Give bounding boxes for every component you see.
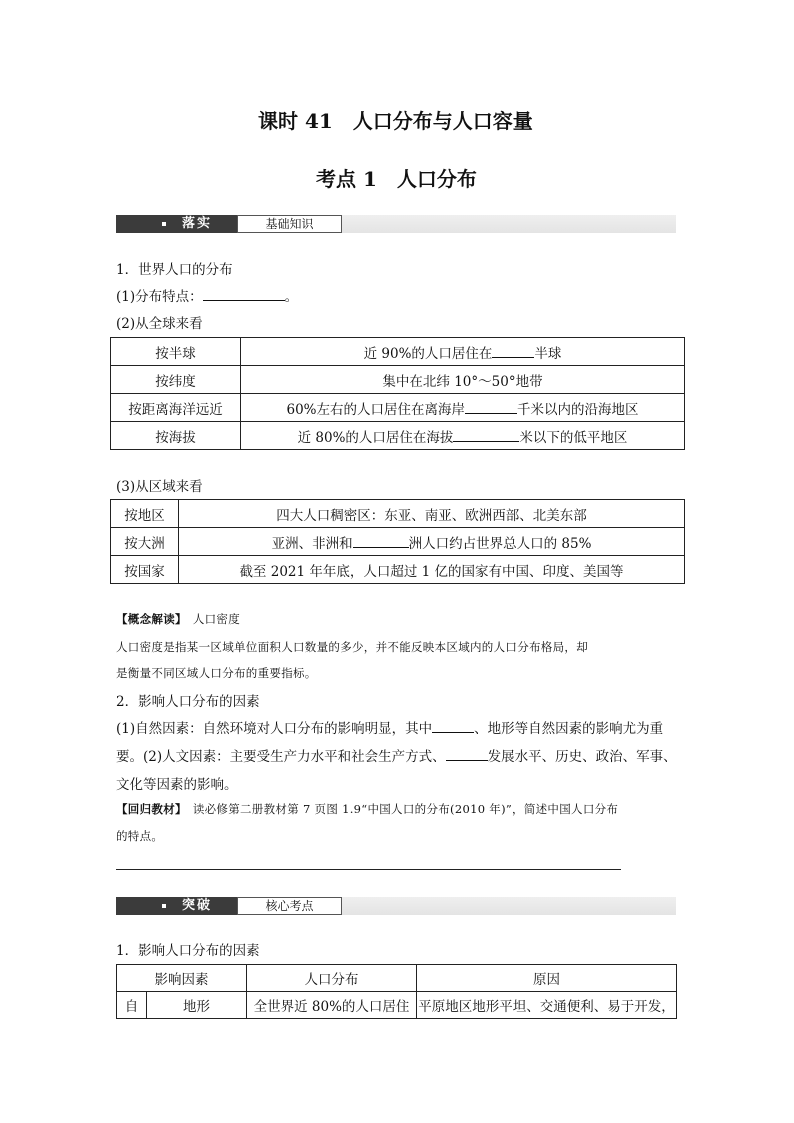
textbook-tag: 【回归教材】 bbox=[116, 802, 187, 816]
table-row bbox=[111, 528, 685, 556]
factors-table bbox=[116, 964, 677, 1019]
row-content bbox=[241, 422, 685, 450]
table-header-row bbox=[117, 965, 677, 992]
row-content: 截至 2021 年年底，人口超过 1 亿的国家有中国、印度、美国等 bbox=[179, 556, 685, 584]
content-pre: 亚洲、非洲和 bbox=[271, 535, 353, 552]
section-tab: 核心考点 bbox=[237, 897, 342, 915]
fill-blank bbox=[465, 401, 517, 414]
row-content: 集中在北纬 10°～50°地带 bbox=[241, 366, 685, 394]
concept-term: 人口密度 bbox=[192, 612, 241, 626]
row-content bbox=[179, 528, 685, 556]
answer-line bbox=[116, 869, 621, 870]
feature-suffix: 。 bbox=[284, 289, 299, 305]
item3-heading: 1．影响人口分布的因素 bbox=[116, 943, 260, 959]
textbook-text: 读必修第二册教材第 7 页图 1.9“中国人口的分布(2010 年)”，简述中国人口分布 bbox=[192, 802, 619, 816]
region-heading: (3)从区域来看 bbox=[116, 479, 203, 495]
row-content bbox=[241, 394, 685, 422]
point-title: 考点 1 人口分布 bbox=[316, 167, 477, 191]
content-pre: 近 80%的人口居住在海拔 bbox=[297, 429, 454, 446]
table-row bbox=[111, 500, 685, 528]
global-heading: (2)从全球来看 bbox=[116, 316, 203, 332]
fill-blank bbox=[492, 345, 534, 358]
category-cell: 自 bbox=[117, 992, 147, 1019]
reason-cell: 平原地区地形平坦、交通便利、易于开发， bbox=[417, 992, 677, 1019]
column-header: 影响因素 bbox=[117, 965, 247, 992]
textbook-line-2: 的特点。 bbox=[116, 829, 164, 843]
row-label: 按半球 bbox=[111, 338, 241, 366]
item2-line-1 bbox=[116, 717, 663, 737]
item2-heading: 2．影响人口分布的因素 bbox=[116, 694, 260, 710]
bullet-square-icon bbox=[162, 904, 166, 908]
table-row bbox=[111, 556, 685, 584]
concept-line-2: 是衡量不同区域人口分布的重要指标。 bbox=[116, 666, 317, 680]
feature-prefix: (1)分布特点： bbox=[116, 289, 203, 305]
line-pre: (1)自然因素：自然环境对人口分布的影响明显，其中 bbox=[116, 721, 433, 737]
column-header: 原因 bbox=[417, 965, 677, 992]
region-table bbox=[110, 499, 685, 584]
fill-blank bbox=[353, 535, 409, 548]
concept-line-1: 人口密度是指某一区域单位面积人口数量的多少，并不能反映本区域内的人口分布格局，却 bbox=[116, 640, 588, 654]
content-post: 米以下的低平地区 bbox=[519, 429, 628, 446]
section-label: 突破 bbox=[182, 898, 213, 913]
fill-blank bbox=[446, 748, 488, 761]
table-row bbox=[111, 394, 685, 422]
row-label: 按大洲 bbox=[111, 528, 179, 556]
section-bar-basic bbox=[116, 215, 676, 233]
concept-heading bbox=[116, 611, 240, 627]
textbook-line-1 bbox=[116, 801, 618, 817]
content-post: 千米以内的沿海地区 bbox=[517, 401, 639, 418]
column-header: 人口分布 bbox=[247, 965, 417, 992]
global-table bbox=[110, 337, 685, 450]
line-post: 发展水平、历史、政治、军事、 bbox=[487, 749, 677, 765]
item1-heading: 1．世界人口的分布 bbox=[116, 262, 233, 278]
table-row bbox=[111, 366, 685, 394]
item2-line-3: 文化等因素的影响。 bbox=[116, 777, 238, 793]
item2-line-2 bbox=[116, 745, 677, 765]
content-post: 半球 bbox=[534, 345, 562, 362]
line-pre: 要。(2)人文因素：主要受生产力水平和社会生产方式、 bbox=[116, 749, 446, 765]
fill-blank bbox=[453, 429, 519, 442]
row-label: 按纬度 bbox=[111, 366, 241, 394]
section-bar-core bbox=[116, 897, 676, 915]
section-tab: 基础知识 bbox=[237, 215, 342, 233]
row-label: 按地区 bbox=[111, 500, 179, 528]
row-content: 四大人口稠密区：东亚、南亚、欧洲西部、北美东部 bbox=[179, 500, 685, 528]
row-label: 按距离海洋远近 bbox=[111, 394, 241, 422]
content-pre: 60%左右的人口居住在离海岸 bbox=[286, 401, 465, 418]
row-label: 按国家 bbox=[111, 556, 179, 584]
factor-cell: 地形 bbox=[147, 992, 247, 1019]
section-label-block bbox=[116, 897, 237, 915]
bullet-square-icon bbox=[162, 222, 166, 226]
line-post: 、地形等自然因素的影响尤为重 bbox=[474, 721, 664, 737]
table-row bbox=[111, 422, 685, 450]
feature-line bbox=[116, 285, 298, 305]
fill-blank bbox=[203, 288, 285, 301]
lesson-title: 课时 41 人口分布与人口容量 bbox=[258, 109, 533, 133]
content-pre: 近 90%的人口居住在 bbox=[363, 345, 493, 362]
content-post: 洲人口约占世界总人口的 85% bbox=[408, 535, 592, 552]
section-label: 落实 bbox=[182, 216, 213, 231]
row-content bbox=[241, 338, 685, 366]
table-row bbox=[111, 338, 685, 366]
concept-tag: 【概念解读】 bbox=[116, 612, 187, 626]
fill-blank bbox=[432, 720, 474, 733]
distribution-cell: 全世界近 80%的人口居住 bbox=[247, 992, 417, 1019]
row-label: 按海拔 bbox=[111, 422, 241, 450]
section-label-block bbox=[116, 215, 237, 233]
table-row bbox=[117, 992, 677, 1019]
